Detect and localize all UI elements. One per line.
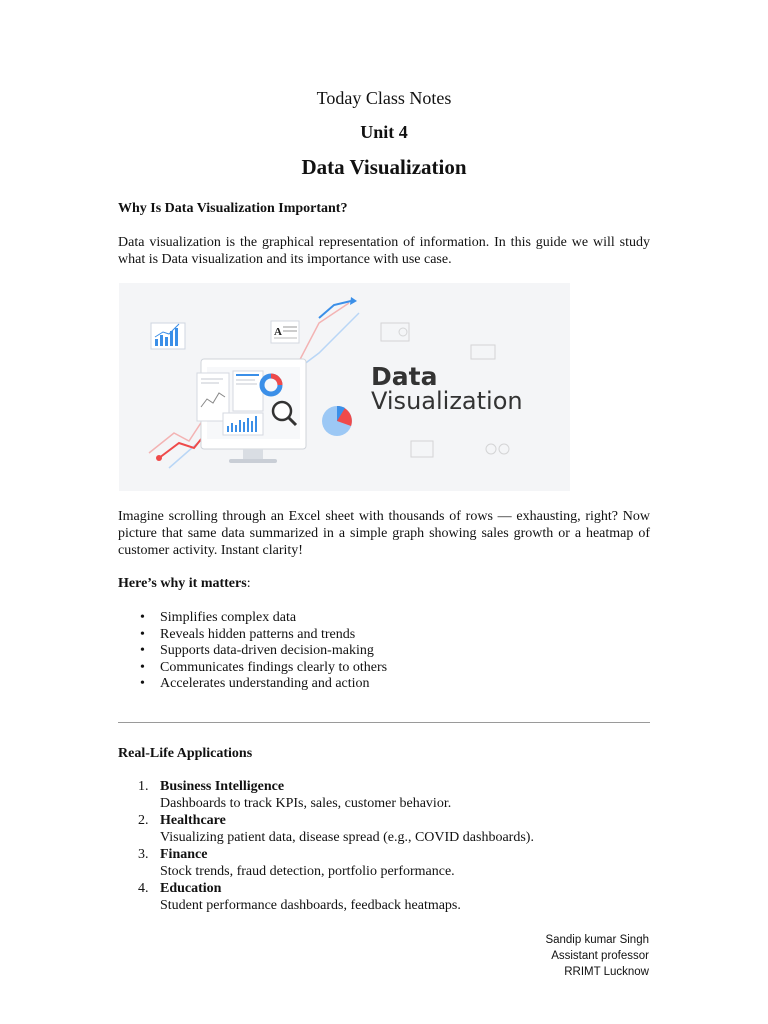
author-role: Assistant professor [551, 950, 649, 962]
item-title: Finance [160, 847, 208, 862]
unit-title: Unit 4 [360, 122, 408, 142]
item-description: Stock trends, fraud detection, portfolio performance. [160, 864, 455, 879]
bullet-dot-icon: • [140, 626, 145, 642]
bullet-dot-icon: • [140, 610, 145, 625]
benefits-list [118, 609, 650, 692]
bullet-text: Simplifies complex data [160, 610, 297, 625]
bullet-item [118, 626, 650, 643]
bullet-text: Accelerates understanding and action [160, 676, 370, 691]
item-title: Education [160, 881, 222, 896]
horizontal-divider [118, 722, 650, 723]
applications-list [118, 778, 650, 914]
intro-line-2: what is Data visualization and its importance with use case. [118, 252, 452, 267]
bullet-item [118, 609, 650, 626]
scroll-line-3: customer activity. Instant clarity! [118, 543, 303, 558]
document-icon [271, 321, 299, 343]
application-item [118, 812, 650, 846]
trend-point [156, 455, 162, 461]
item-description: Student performance dashboards, feedback heatmaps. [160, 898, 461, 913]
applications-heading: Real-Life Applications [118, 746, 253, 761]
scroll-line-1: Imagine scrolling through an Excel sheet with thousands of rows — exhausting, right? Now [118, 509, 650, 524]
application-item [118, 880, 650, 914]
magnifier-icon [273, 402, 291, 420]
scroll-paragraph [118, 508, 650, 559]
application-item [118, 846, 650, 880]
bullet-dot-icon: • [140, 676, 145, 691]
signature-block [545, 932, 649, 980]
bullet-dot-icon: • [140, 659, 145, 675]
item-number: 4. [138, 881, 149, 896]
intro-line-1: Data visualization is the graphical representation of information. In this guide we will study [118, 235, 650, 250]
why-matters-colon: : [246, 576, 251, 591]
trend-line-blue [319, 301, 351, 318]
why-matters-heading [118, 575, 650, 592]
why-heading: Why Is Data Visualization Important? [118, 201, 348, 216]
svg-text:A: A [274, 326, 282, 338]
banner-title-data: Data [371, 362, 438, 391]
author-org: RRIMT Lucknow [564, 966, 649, 978]
bullet-text: Supports data-driven decision-making [160, 643, 374, 658]
bullet-text: Communicates findings clearly to others [160, 659, 388, 675]
mini-bar-chart-icon [151, 323, 185, 349]
bullet-dot-icon: • [140, 643, 145, 658]
item-number: 2. [138, 813, 149, 828]
pie-chart-icon [322, 406, 352, 436]
bullet-item [118, 675, 650, 692]
monitor-illustration [197, 359, 306, 463]
arrow-head-icon [350, 297, 357, 305]
intro-paragraph [118, 234, 650, 268]
application-item [118, 778, 650, 812]
bullet-item [118, 659, 650, 676]
scroll-line-2: picture that same data summarized in a simple graph showing sales growth or a heatmap of [118, 526, 650, 541]
item-description: Dashboards to track KPIs, sales, customer behavior. [160, 796, 452, 811]
bullet-text: Reveals hidden patterns and trends [160, 626, 356, 642]
item-number: 3. [138, 847, 149, 862]
banner-illustration [119, 283, 570, 491]
author-name: Sandip kumar Singh [545, 934, 649, 946]
notes-title: Today Class Notes [316, 88, 452, 108]
item-title: Healthcare [160, 813, 226, 828]
item-number: 1. [138, 779, 149, 794]
item-title: Business Intelligence [160, 779, 285, 794]
bullet-item [118, 642, 650, 659]
item-description: Visualizing patient data, disease spread (e.g., COVID dashboards). [160, 830, 534, 845]
why-matters-text: Here’s why it matters [118, 576, 247, 591]
topic-title: Data Visualization [301, 155, 467, 179]
data-visualization-banner [119, 283, 570, 491]
banner-title-visualization: Visualization [371, 387, 523, 415]
